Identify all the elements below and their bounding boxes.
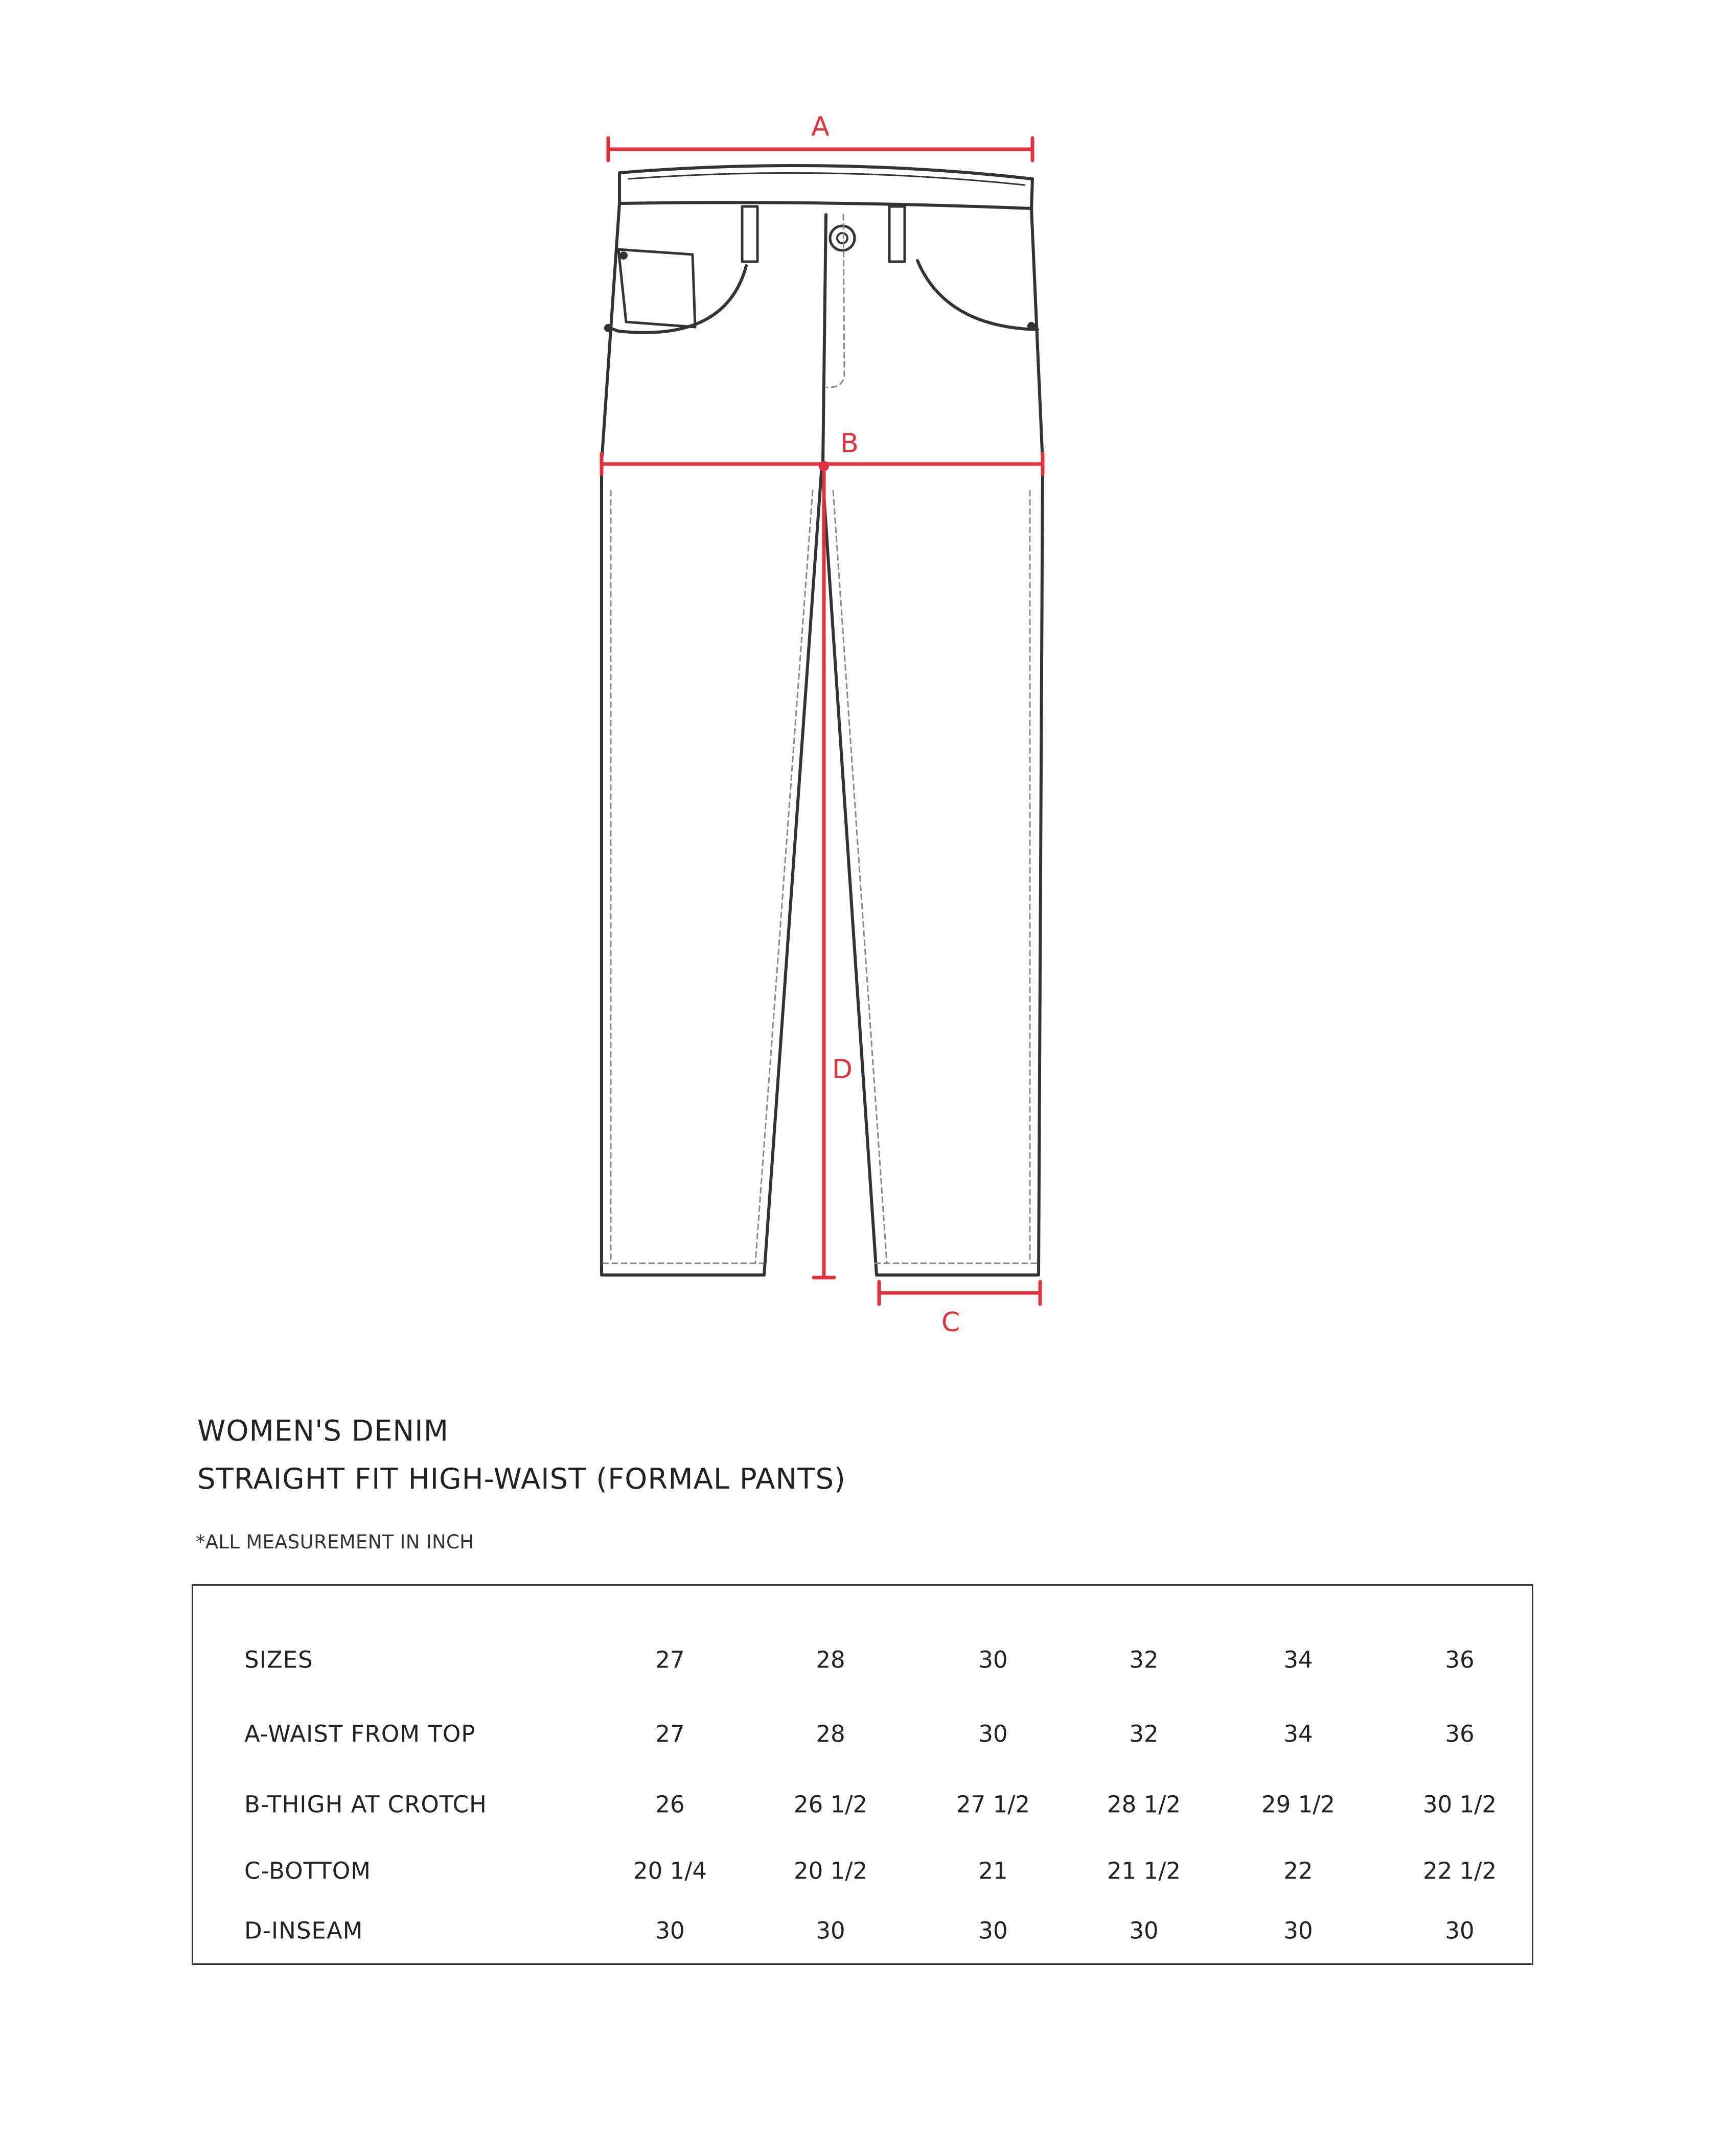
table-cell: 20 1/4 <box>633 1857 707 1885</box>
leg-stitching <box>603 491 1038 1263</box>
table-cell: 28 <box>816 1720 845 1748</box>
label-a: A <box>811 111 830 142</box>
table-cell: 32 <box>1129 1720 1159 1748</box>
page-subtitle: STRAIGHT FIT HIGH-WAIST (FORMAL PANTS) <box>197 1463 846 1496</box>
table-cell: 22 <box>1283 1857 1313 1885</box>
row-label: C-BOTTOM <box>244 1857 371 1885</box>
row-label: A-WAIST FROM TOP <box>244 1720 476 1748</box>
table-cell: 30 <box>1283 1917 1313 1944</box>
right-leg-outline <box>822 462 1043 1275</box>
table-cell: 26 1/2 <box>794 1791 867 1818</box>
label-c: C <box>941 1307 960 1338</box>
measurement-lines <box>602 138 1043 1304</box>
table-cell: 30 <box>655 1917 685 1944</box>
table-cell: 30 <box>1129 1917 1159 1944</box>
table-cell: 28 1/2 <box>1107 1791 1181 1818</box>
left-leg-outline <box>602 462 822 1275</box>
coin-pocket <box>618 249 695 327</box>
label-d: D <box>832 1054 853 1085</box>
table-cell: 30 <box>978 1917 1008 1944</box>
table-cell: 27 1/2 <box>956 1791 1030 1818</box>
measurement-note: *ALL MEASUREMENT IN INCH <box>196 1531 474 1553</box>
table-cell: 32 <box>1129 1646 1159 1674</box>
table-cell: 27 <box>655 1720 685 1748</box>
table-cell: 30 <box>1445 1917 1475 1944</box>
size-chart-table <box>192 1584 1533 1965</box>
table-cell: 27 <box>655 1646 685 1674</box>
table-cell: 36 <box>1445 1720 1475 1748</box>
table-cell: 36 <box>1445 1646 1475 1674</box>
table-cell: 34 <box>1283 1646 1313 1674</box>
front-pocket-right <box>917 261 1038 330</box>
table-cell: 29 1/2 <box>1261 1791 1335 1818</box>
table-cell: 20 1/2 <box>794 1857 867 1885</box>
table-cell: 26 <box>655 1791 685 1818</box>
waist-button-icon <box>830 226 855 250</box>
measurement-letters <box>811 111 960 1338</box>
table-cell: 34 <box>1283 1720 1313 1748</box>
waistband <box>619 166 1032 208</box>
row-label: B-THIGH AT CROTCH <box>244 1791 487 1818</box>
table-cell: 30 <box>816 1917 845 1944</box>
table-cell: 28 <box>816 1646 845 1674</box>
table-cell: 30 1/2 <box>1423 1791 1497 1818</box>
label-b: B <box>840 428 859 459</box>
table-cell: 21 1/2 <box>1107 1857 1181 1885</box>
belt-loop-left <box>742 206 757 262</box>
waistband-inner <box>629 173 1025 185</box>
belt-loop-right <box>889 206 905 262</box>
table-cell: 30 <box>978 1720 1008 1748</box>
fly-seam <box>823 215 826 462</box>
table-cell: 22 1/2 <box>1423 1857 1497 1885</box>
table-cell: 30 <box>978 1646 1008 1674</box>
page-title: WOMEN'S DENIM <box>197 1415 449 1448</box>
table-cell: 21 <box>978 1857 1008 1885</box>
row-label: SIZES <box>244 1646 313 1674</box>
row-label: D-INSEAM <box>244 1917 363 1944</box>
